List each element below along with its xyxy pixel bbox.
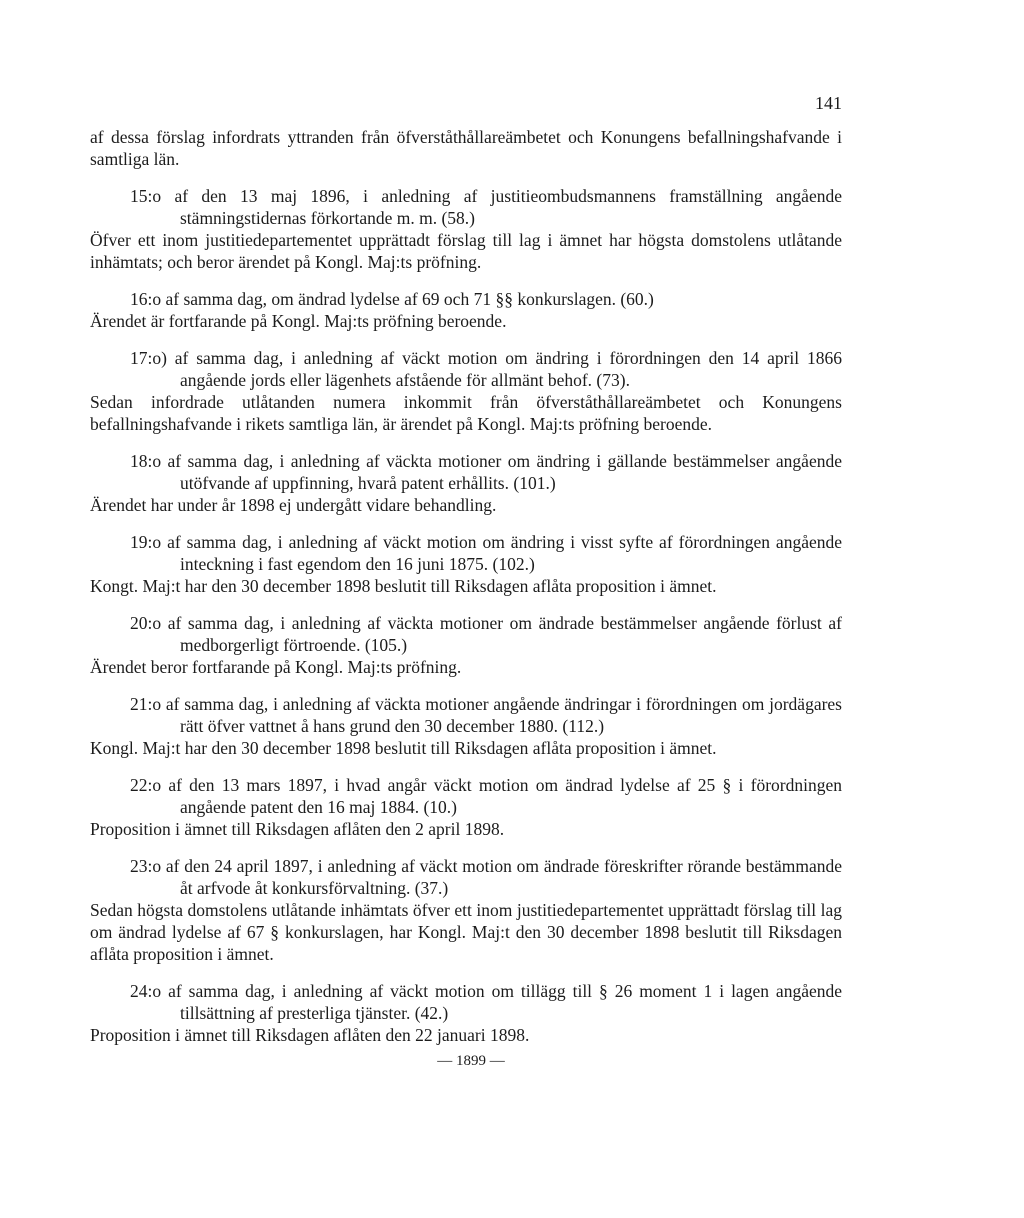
document-page (90, 0, 842, 1218)
entry-23 (90, 855, 842, 965)
entry-heading: 20:o af samma dag, i anledning af väckta motioner om ändrade bestämmelser angående förlust af medborgerligt förtroende. (105.) (130, 613, 842, 655)
entry-21 (90, 693, 842, 759)
entry-heading: 21:o af samma dag, i anledning af väckta motioner angående ändringar i förordningen om jordägares rätt öfver vattnet å hans grund den 30 december 1880. (112.) (130, 694, 842, 736)
entry-22 (90, 774, 842, 840)
entry-status: Proposition i ämnet till Riksdagen aflåten den 22 januari 1898. (90, 1025, 530, 1045)
entry-status: Ärendet är fortfarande på Kongl. Maj:ts pröfning beroende. (90, 311, 507, 331)
entry-status: Ärendet har under år 1898 ej undergått vidare behandling. (90, 495, 497, 515)
entry-heading: 18:o af samma dag, i anledning af väckta motioner om ändring i gällande bestämmelser angående utöfvande af uppfinning, hvarå patent erhållits. (101.) (130, 451, 842, 493)
entry-status: Sedan högsta domstolens utlåtande inhämtats öfver ett inom justitiedepartementet upprättadt förslag till lag om ändrad lydelse af 67 § konkurslagen, har Kongl. Maj:t den 30 december 1898 beslutit till Riksdagen aflåta proposition i ämnet. (90, 900, 842, 964)
entry-status: Ärendet beror fortfarande på Kongl. Maj:ts pröfning. (90, 657, 462, 677)
intro-paragraph: af dessa förslag infordrats yttranden från öfverståthållareämbetet och Konungens befallningshafvande i samtliga län. (90, 127, 842, 169)
page-footer-year: — 1899 — (437, 1053, 505, 1069)
entry-15 (90, 185, 842, 273)
entry-heading: 23:o af den 24 april 1897, i anledning af väckt motion om ändrade föreskrifter rörande bestämmande åt arfvode åt konkursförvaltning. (37.) (130, 856, 842, 898)
entry-heading: 16:o af samma dag, om ändrad lydelse af 69 och 71 §§ konkurslagen. (60.) (130, 289, 654, 309)
entry-status: Sedan infordrade utlåtanden numera inkommit från öfverståthållareämbetet och Konungens befallningshafvande i rikets samtliga län, är ärendet på Kongl. Maj:ts pröfning beroende. (90, 392, 842, 434)
page-number: 141 (815, 93, 842, 113)
entry-heading: 15:o af den 13 maj 1896, i anledning af justitieombudsmannens framställning angående stämningstidernas förkortande m. m. (58.) (130, 186, 842, 228)
entry-status: Öfver ett inom justitiedepartementet upprättadt förslag till lag i ämnet har högsta domstolens utlåtande inhämtats; och beror ärendet på Kongl. Maj:ts pröfning. (90, 230, 842, 272)
entry-24 (90, 980, 842, 1046)
entry-heading: 22:o af den 13 mars 1897, i hvad angår väckt motion om ändrad lydelse af 25 § i förordningen angående patent den 16 maj 1884. (10.) (130, 775, 842, 817)
entry-16 (90, 288, 842, 332)
entry-status: Proposition i ämnet till Riksdagen aflåten den 2 april 1898. (90, 819, 505, 839)
entry-status: Kongl. Maj:t har den 30 december 1898 beslutit till Riksdagen aflåta proposition i ämnet. (90, 738, 717, 758)
entry-18 (90, 450, 842, 516)
entry-20 (90, 612, 842, 678)
entry-status: Kongt. Maj:t har den 30 december 1898 beslutit till Riksdagen aflåta proposition i ämnet. (90, 576, 717, 596)
entry-heading: 24:o af samma dag, i anledning af väckt motion om tillägg till § 26 moment 1 i lagen angående tillsättning af presterliga tjänster. (42.) (130, 981, 842, 1023)
entry-heading: 17:o) af samma dag, i anledning af väckt motion om ändring i förordningen den 14 april 1866 angående jords eller lägenhets afstående för allmänt behof. (73). (130, 348, 842, 390)
document-body (90, 126, 842, 1072)
entry-19 (90, 531, 842, 597)
entry-heading: 19:o af samma dag, i anledning af väckt motion om ändring i visst syfte af förordningen angående inteckning i fast egendom den 16 juni 1875. (102.) (130, 532, 842, 574)
entry-17 (90, 347, 842, 435)
